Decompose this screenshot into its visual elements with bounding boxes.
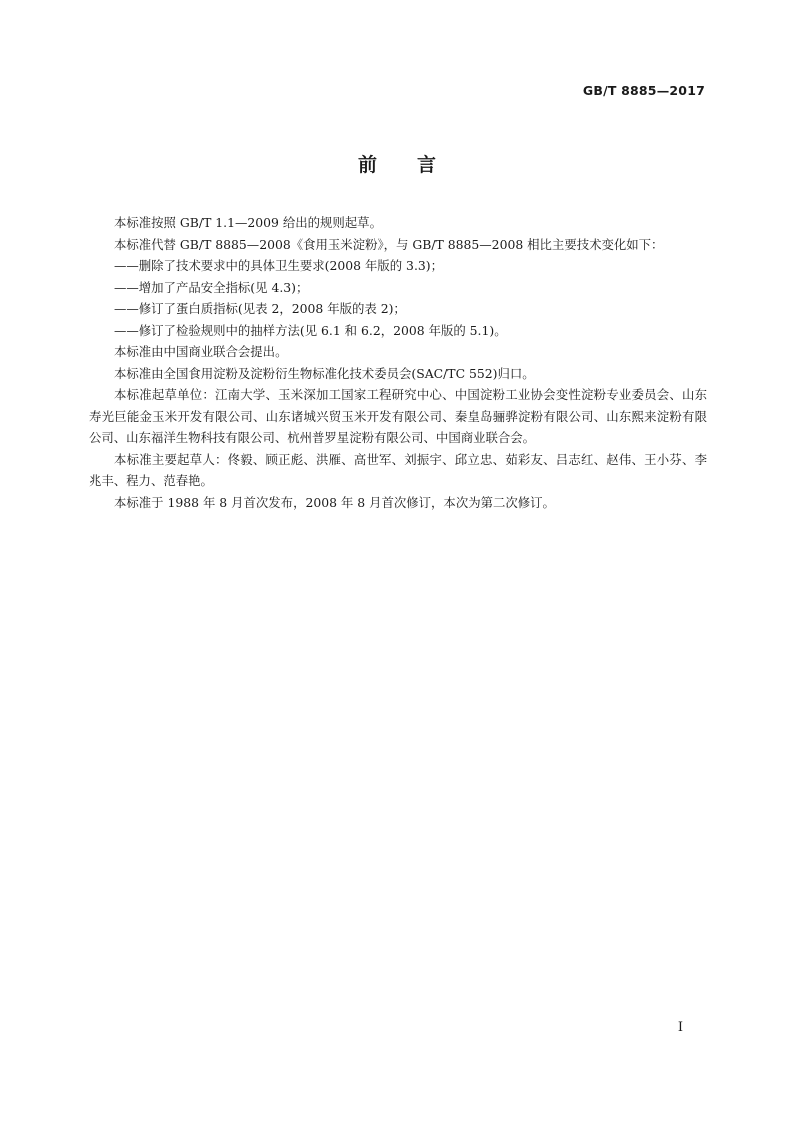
foreword-body <box>89 212 707 513</box>
change-item: ——增加了产品安全指标(见 4.3)； <box>114 279 309 295</box>
page-title: 前言 <box>357 154 476 176</box>
change-item: ——修订了蛋白质指标(见表 2，2008 年版的表 2)； <box>114 301 406 316</box>
paragraph-history: 本标准于 1988 年 8 月首次发布，2008 年 8 月首次修订，本次为第二次修订。 <box>114 494 555 510</box>
paragraph-drafting-units: 本标准起草单位：江南大学、玉米深加工国家工程研究中心、中国淀粉工业协会变性淀粉专业委员会、山东寿光巨能金玉米开发有限公司、山东诸城兴贸玉米开发有限公司、秦皇岛骊骅淀粉有限公司、山东熙来淀粉有限公司、山东福洋生物科技有限公司、杭州普罗星淀粉有限公司、中国商业联合会。 <box>89 387 707 445</box>
paragraph-drafting-rules: 本标准按照 GB/T 1.1—2009 给出的规则起草。 <box>114 215 382 230</box>
paragraph-replacement: 本标准代替 GB/T 8885—2008《食用玉米淀粉》，与 GB/T 8885—2008 相比主要技术变化如下： <box>114 236 664 252</box>
standard-number: GB/T 8885—2017 <box>582 83 705 98</box>
paragraph-drafters: 本标准主要起草人：佟毅、顾正彪、洪雁、高世军、刘振宇、邱立忠、茹彩友、吕志红、赵伟、王小芬、李兆丰、程力、范春艳。 <box>89 451 707 488</box>
paragraph-committee: 本标准由全国食用淀粉及淀粉衍生物标准化技术委员会(SAC/TC 552)归口。 <box>114 365 535 381</box>
paragraph-proposer: 本标准由中国商业联合会提出。 <box>114 344 288 359</box>
change-item: ——删除了技术要求中的具体卫生要求(2008 年版的 3.3)； <box>114 258 443 273</box>
change-item: ——修订了检验规则中的抽样方法(见 6.1 和 6.2，2008 年版的 5.1)。 <box>114 322 507 338</box>
page-number: I <box>677 1020 683 1035</box>
